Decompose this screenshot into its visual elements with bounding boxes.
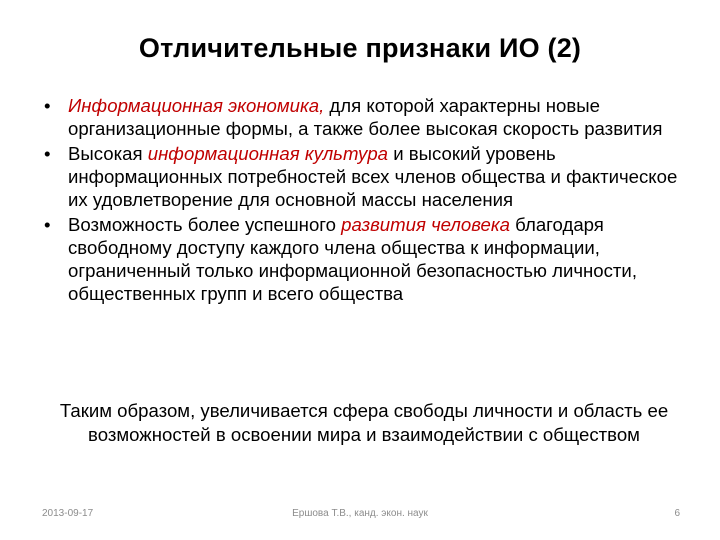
bullet-marker: • bbox=[44, 95, 51, 116]
bullet-text-before: Возможность более успешного bbox=[68, 214, 342, 235]
bullet-item-2 bbox=[40, 142, 688, 211]
footer-author: Ершова Т.В., канд. экон. наук bbox=[292, 508, 428, 519]
page-number: 6 bbox=[674, 508, 680, 519]
bullet-text-after: и высокий уровень информационных потребностей всех членов общества и фактическое их удовлетворение для основной массы населения bbox=[68, 143, 678, 210]
bullet-item-3 bbox=[40, 213, 688, 305]
bullet-text-after: благодаря свободному доступу каждого члена общества к информации, ограниченный только информационной безопасностью личности, общественных групп и всего общества bbox=[68, 214, 637, 304]
bullet-text-before: Высокая bbox=[68, 143, 148, 164]
bullet-text-after: для которой характерны новые организационные формы, а также более высокая скорость развития bbox=[68, 95, 663, 139]
bullet-highlight: информационная культура bbox=[147, 143, 389, 164]
bullet-highlight: Информационная экономика, bbox=[68, 95, 325, 116]
bullet-item-1 bbox=[40, 94, 688, 140]
bullet-marker: • bbox=[44, 214, 51, 235]
footer-date: 2013-09-17 bbox=[42, 508, 94, 519]
conclusion-text: Таким образом, увеличивается сфера свободы личности и область ее возможностей в освоении мира и взаимодействии с обществом bbox=[59, 400, 669, 445]
bullet-highlight: развития человека bbox=[341, 214, 510, 235]
slide-title: Отличительные признаки ИО (2) bbox=[138, 33, 582, 63]
bullet-list bbox=[40, 94, 688, 307]
bullet-marker: • bbox=[44, 143, 51, 164]
